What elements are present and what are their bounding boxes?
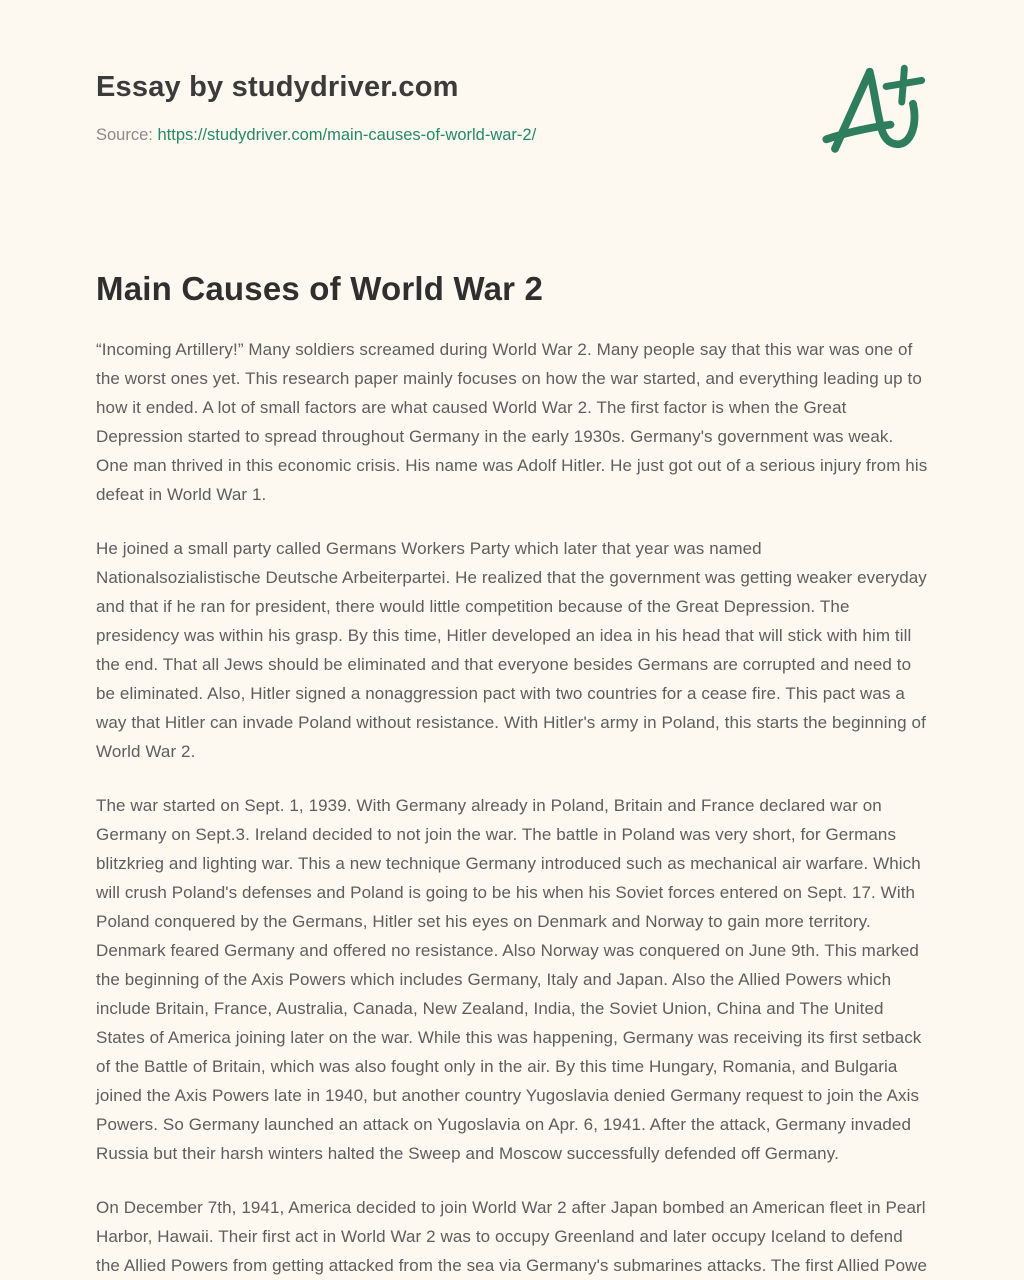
studydriver-logo bbox=[822, 58, 926, 160]
source-label: Source: bbox=[96, 125, 153, 144]
source-line bbox=[96, 126, 536, 146]
a-plus-logo-icon bbox=[822, 58, 926, 160]
essay-paragraph-1: “Incoming Artillery!” Many soldiers screamed during World War 2. Many people say that this war was one of the worst ones yet. This research paper mainly focuses on how the war started, and everything leading up to how it ended. A lot of small factors are what caused World War 2. The first factor is when the Great Depression started to spread throughout Germany in the early 1930s. Germany's government was weak. One man thrived in this economic crisis. His name was Adolf Hitler. He just got out of a serious injury from his defeat in World War 1. bbox=[96, 339, 928, 504]
source-link[interactable]: https://studydriver.com/main-causes-of-world-war-2/ bbox=[157, 125, 537, 144]
essay-paragraph-2: He joined a small party called Germans Workers Party which later that year was named Nationalsozialistische Deutsche Arbeiterpartei. He realized that the government was getting weaker everyday and that if he ran for president, there would little competition because of the Great Depression. The presidency was within his grasp. By this time, Hitler developed an idea in his head that will stick with him till the end. That all Jews should be eliminated and that everyone besides Germans are corrupted and need to be eliminated. Also, Hitler signed a nonaggression pact with two countries for a cease fire. This pact was a way that Hitler can invade Poland without resistance. With Hitler's army in Poland, this starts the beginning of World War 2. bbox=[96, 538, 927, 761]
page-header bbox=[96, 0, 928, 160]
header-text-block bbox=[96, 0, 536, 146]
page-title: Essay by studydriver.com bbox=[96, 71, 459, 103]
essay-paragraph-4: On December 7th, 1941, America decided to join World War 2 after Japan bombed an American fleet in Pearl Harbor, Hawaii. Their first act in World War 2 was to occupy Greenland and later occupy Iceland to defend the Allied Powers from getting attacked from the sea via Germany's submarines attacks. The first Allied Powe bbox=[96, 1197, 928, 1275]
essay-paragraph-3: The war started on Sept. 1, 1939. With Germany already in Poland, Britain and France declared war on Germany on Sept.3. Ireland decided to not join the war. The battle in Poland was very short, for Germans blitzkrieg and lighting war. This a new technique Germany introduced such as mechanical air warfare. Which will crush Poland's defenses and Poland is going to be his when his Soviet forces entered on Sept. 17. With Poland conquered by the Germans, Hitler set his eyes on Denmark and Norway to gain more territory. Denmark feared Germany and offered no resistance. Also Norway was conquered on June 9th. This marked the beginning of the Axis Powers which includes Germany, Italy and Japan. Also the Allied Powers which include Britain, France, Australia, Canada, New Zealand, India, the Soviet Union, China and The United States of America joining later on the war. While this was happening, Germany was receiving its first setback of the Battle of Britain, which was also fought only in the air. By this time Hungary, Romania, and Bulgaria joined the Axis Powers late in 1940, but another country Yugoslavia denied Germany request to join the Axis Powers. So Germany launched an attack on Yugoslavia on Apr. 6, 1941. After the attack, Germany invaded Russia but their harsh winters halted the Sweep and Moscow successfully defended off Germany. bbox=[96, 795, 922, 1163]
essay-title: Main Causes of World War 2 bbox=[96, 270, 544, 307]
essay-body bbox=[96, 335, 928, 1280]
